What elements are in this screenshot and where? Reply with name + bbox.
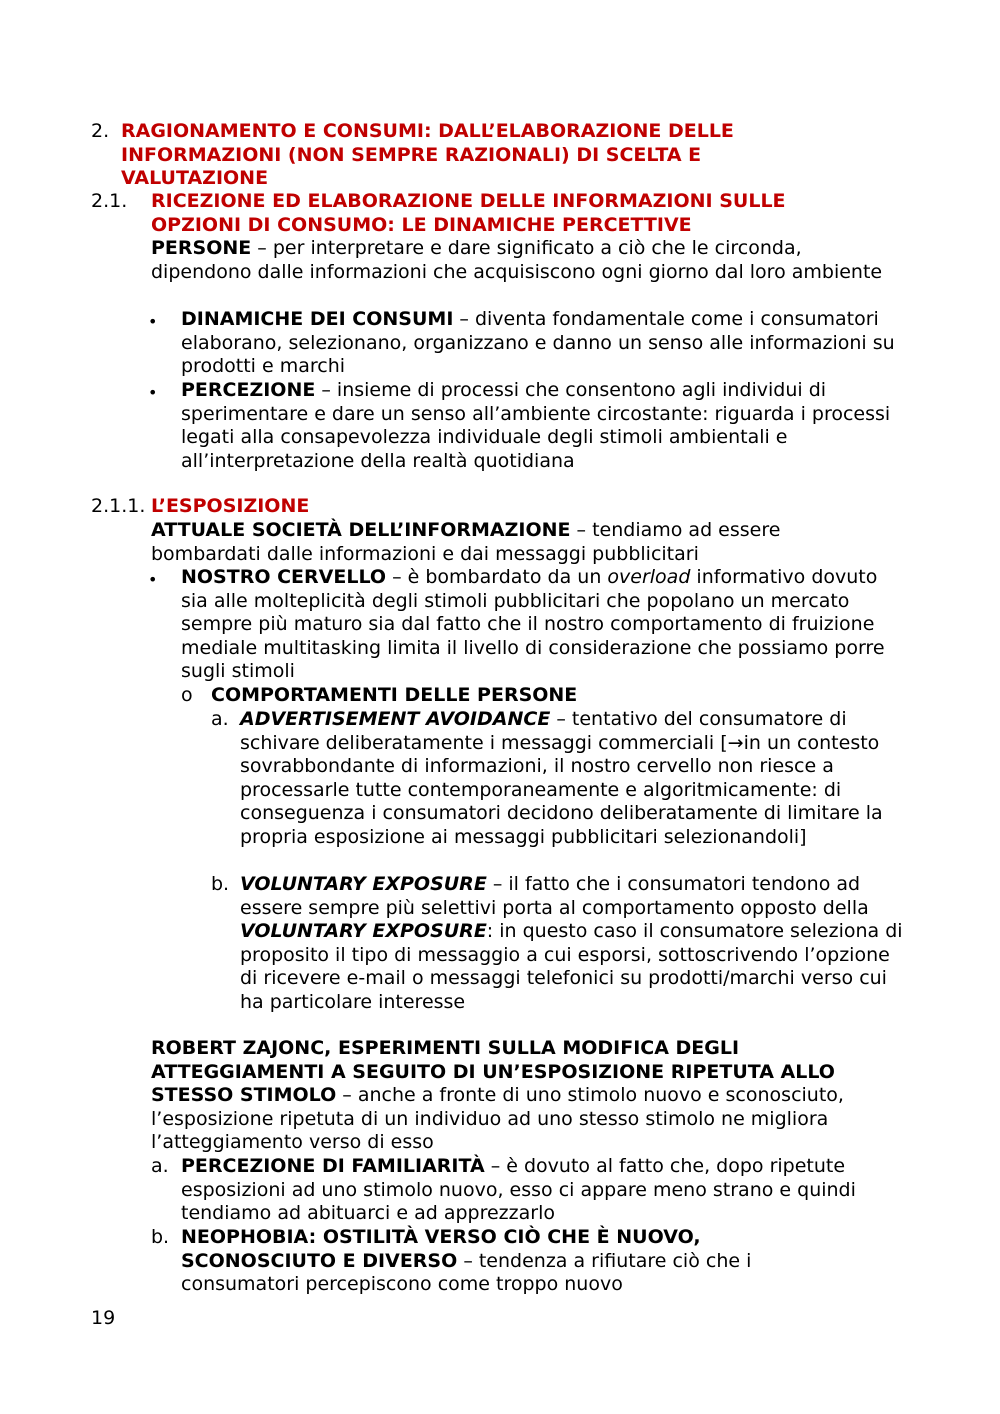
item-text: – il fatto che i consumatori tendono ad essere sempre più selettivi porta al comportamento opposto della — [240, 873, 869, 919]
comportamenti-title: COMPORTAMENTI DELLE PERSONE — [211, 684, 578, 706]
voluntary-exposure-item — [240, 873, 910, 1014]
bullet-icon: • — [148, 383, 158, 402]
zajonc-term: ROBERT ZAJONC, ESPERIMENTI SULLA MODIFICA DEGLI ATTEGGIAMENTI A SEGUITO DI UN’ESPOSIZIONE RIPETUTA ALLO STESSO STIMOLO — [151, 1037, 835, 1106]
cervello-term: NOSTRO CERVELLO — [181, 566, 387, 588]
arrow-icon: → — [727, 731, 744, 754]
societa-term: ATTUALE SOCIETÀ DELL’INFORMAZIONE — [151, 519, 571, 541]
bullet-icon: • — [148, 570, 158, 589]
section-2-1-1-number: 2.1.1. — [91, 495, 146, 517]
item-text: – tendenza a rifiutare ciò che i consumatori percepiscono come troppo nuovo — [181, 1249, 752, 1295]
item-text: – tentativo del consumatore di schivare deliberatamente i messaggi commerciali [ — [240, 708, 847, 754]
bullet-term: PERCEZIONE — [181, 379, 316, 401]
section-2-number: 2. — [91, 120, 110, 142]
zajonc-text: – anche a fronte di uno stimolo nuovo e sconosciuto, l’esposizione ripetuta di un individuo ad uno stesso stimolo ne migliora l’atteggiamento verso di esso — [151, 1084, 844, 1153]
persone-term: PERSONE — [151, 237, 252, 259]
persone-text: – per interpretare e dare significato a ciò che le circonda, dipendono dalle informazioni che acquisiscono ogni giorno dal loro ambiente — [151, 237, 883, 283]
section-2-1-number: 2.1. — [91, 190, 128, 212]
advertisement-avoidance-term: ADVERTISEMENT AVOIDANCE — [240, 708, 551, 730]
item-text-2: : in questo caso il consumatore seleziona di proposito il tipo di messaggio a cui esporsi, sottoscrivendo l’opzione di ricevere e-mail o messaggi telefonici su prodotti/marchi verso cui ha particolare interesse — [240, 920, 903, 1013]
bullet-text: – diventa fondamentale come i consumatori elaborano, selezionano, organizzano e danno un senso alle informazioni su prodotti e marchi — [181, 308, 895, 377]
item-text-2: in un contesto sovrabbondante di informazioni, il nostro cervello non riesce a processarle tutte contemporaneamente e algoritmicamente: di conseguenza i consumatori decidono deliberatamente di limitare la propria esposizione ai messaggi pubblicitari selezionandoli] — [240, 731, 883, 848]
bullet-icon: • — [148, 312, 158, 331]
bullet-text: – insieme di processi che consentono agli individui di sperimentare e dare un senso all’ambiente circostante: riguarda i processi legati alla consapevolezza individuale degli stimoli ambientali e all’interpretazione della realtà quotidiana — [181, 379, 891, 472]
section-2-title: RAGIONAMENTO E CONSUMI: DALL’ELABORAZIONE DELLE INFORMAZIONI (NON SEMPRE RAZIONALI) DI SCELTA E VALUTAZIONE — [121, 120, 734, 189]
item-marker: b. — [211, 873, 230, 895]
cervello-item — [181, 566, 893, 684]
sub-bullet-icon: o — [181, 684, 193, 706]
page-number: 19 — [91, 1307, 116, 1329]
neophobia-term: NEOPHOBIA: OSTILITÀ VERSO CIÒ CHE È NUOVO, SCONOSCIUTO E DIVERSO — [181, 1226, 701, 1272]
voluntary-exposure-term-2: VOLUNTARY EXPOSURE — [240, 920, 487, 942]
advertisement-avoidance-item — [240, 708, 905, 849]
section-2-1-1-title: L’ESPOSIZIONE — [151, 495, 310, 517]
item-marker: a. — [211, 708, 229, 730]
familiarita-term: PERCEZIONE DI FAMILIARITÀ — [181, 1155, 485, 1177]
cervello-text: – è bombardato da un — [386, 566, 608, 588]
cervello-text-2: informativo dovuto sia alle molteplicità degli stimoli pubblicitari che popolano un mercato sempre più maturo sia dal fatto che il nostro comportamento di fruizione mediale multitasking limita il livello di considerazione che possiamo porre sugli stimoli — [181, 566, 885, 682]
societa-paragraph — [151, 519, 851, 566]
item-marker: a. — [151, 1155, 169, 1177]
section-2-1-title: RICEZIONE ED ELABORAZIONE DELLE INFORMAZIONI SULLE OPZIONI DI CONSUMO: LE DINAMICHE PERCETTIVE — [151, 190, 786, 236]
persone-paragraph — [151, 237, 891, 284]
overload-term: overload — [607, 566, 691, 588]
societa-text: – tendiamo ad essere bombardati dalle informazioni e dai messaggi pubblicitari — [151, 519, 781, 565]
zajonc-paragraph — [151, 1037, 886, 1155]
neophobia-item — [181, 1226, 806, 1297]
voluntary-exposure-term: VOLUNTARY EXPOSURE — [240, 873, 487, 895]
item-marker: b. — [151, 1226, 170, 1248]
familiarita-item — [181, 1155, 901, 1226]
bullet-term: DINAMICHE DEI CONSUMI — [181, 308, 454, 330]
list-item — [181, 308, 901, 379]
item-text: – è dovuto al fatto che, dopo ripetute esposizioni ad uno stimolo nuovo, esso ci appare meno strano e quindi tendiamo ad abituarci e ad apprezzarlo — [181, 1155, 856, 1224]
list-item — [181, 379, 906, 473]
